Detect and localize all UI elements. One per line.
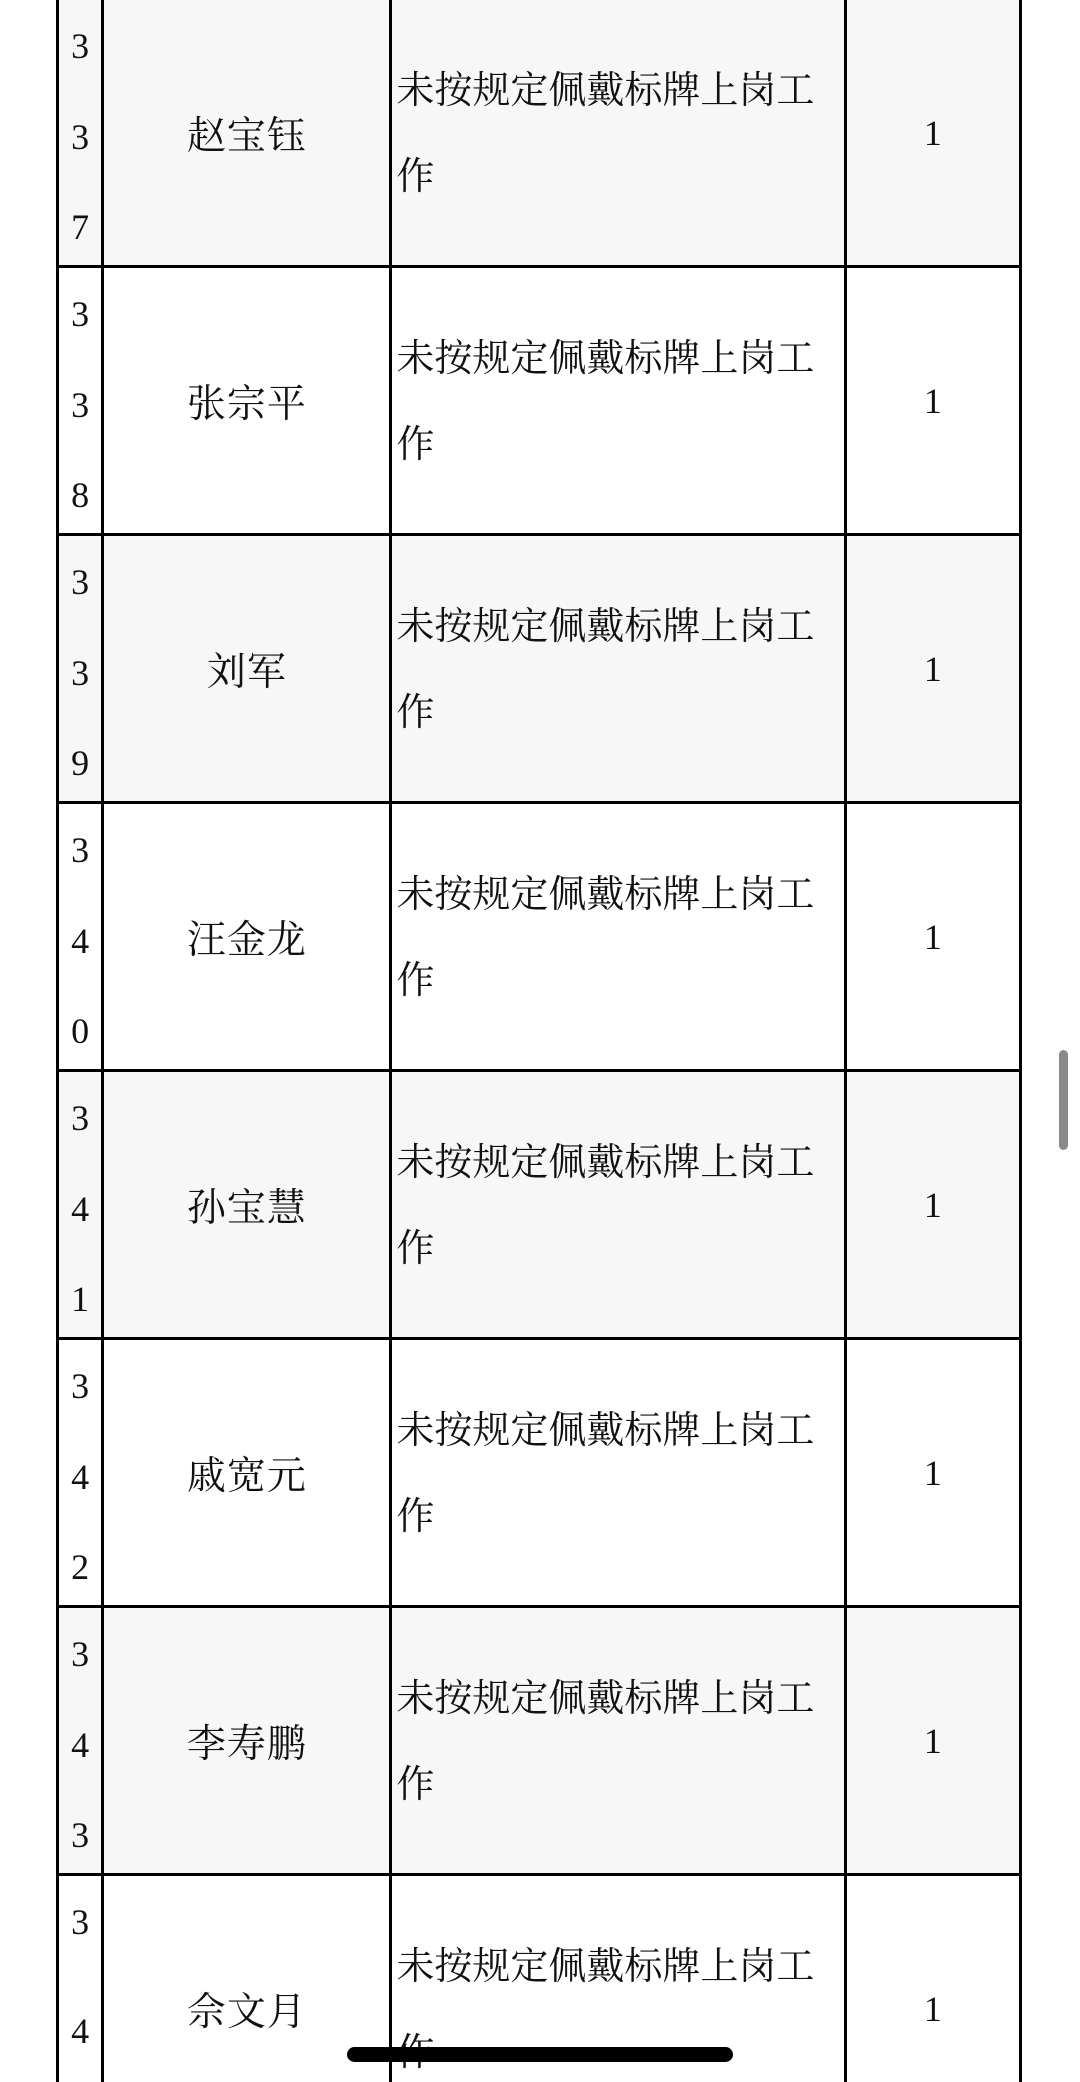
row-number-digit: 3 [71, 26, 90, 66]
row-number-digit: 4 [71, 1724, 90, 1765]
name-cell: 张宗平 [103, 267, 391, 535]
reason-cell [391, 1339, 845, 1607]
vertical-scrollbar[interactable] [1059, 1050, 1068, 1150]
reason-text: 未按规定佩戴标牌上岗工作 [396, 1675, 815, 1806]
table-row [58, 1339, 1021, 1607]
count-cell: 1 [845, 1607, 1020, 1875]
row-number-digit: 3 [71, 1634, 90, 1674]
reason-text: 未按规定佩戴标牌上岗工作 [396, 1139, 815, 1270]
row-number-cell [58, 1339, 103, 1607]
records-table [56, 0, 1022, 2082]
row-number-digit: 2 [71, 1547, 90, 1587]
row-number-cell [58, 803, 103, 1071]
row-number-digit: 3 [71, 294, 90, 334]
reason-cell [391, 0, 845, 267]
table-row [58, 0, 1021, 267]
table-row [58, 267, 1021, 535]
name-cell: 刘军 [103, 535, 391, 803]
row-number-cell [58, 1071, 103, 1339]
row-number-digit: 1 [71, 1279, 90, 1319]
row-number-digit: 3 [71, 1902, 90, 1942]
count-cell: 1 [845, 0, 1020, 267]
row-number-digit: 3 [71, 384, 90, 425]
count-cell: 1 [845, 267, 1020, 535]
row-number-digit: 3 [71, 1098, 90, 1138]
name-cell: 汪金龙 [103, 803, 391, 1071]
row-number-digit: 4 [71, 1456, 90, 1497]
row-number-digit: 3 [71, 652, 90, 693]
row-number-digit: 4 [71, 1188, 90, 1229]
row-number-digit: 4 [71, 2010, 90, 2051]
row-number-digit: 9 [71, 743, 90, 783]
name-cell: 孙宝慧 [103, 1071, 391, 1339]
count-cell: 1 [845, 1875, 1020, 2082]
reason-text: 未按规定佩戴标牌上岗工作 [396, 335, 815, 466]
row-number-cell [58, 267, 103, 535]
row-number-digit: 8 [71, 475, 90, 515]
row-number-cell [58, 1607, 103, 1875]
reason-cell [391, 803, 845, 1071]
reason-cell [391, 267, 845, 535]
row-number-digit: 4 [71, 920, 90, 961]
reason-text: 未按规定佩戴标牌上岗工作 [396, 67, 815, 198]
home-indicator-bar[interactable] [347, 2047, 733, 2062]
row-number-cell [58, 0, 103, 267]
reason-text: 未按规定佩戴标牌上岗工 [396, 1943, 815, 1988]
name-cell: 佘文月 [103, 1875, 391, 2082]
row-number-digit: 3 [71, 830, 90, 870]
count-cell: 1 [845, 535, 1020, 803]
reason-text: 未按规定佩戴标牌上岗工作 [396, 603, 815, 734]
records-table-container[interactable] [56, 0, 1022, 2082]
name-cell: 李寿鹏 [103, 1607, 391, 1875]
count-cell: 1 [845, 1339, 1020, 1607]
table-row [58, 1071, 1021, 1339]
row-number-cell [58, 1875, 103, 2082]
table-row [58, 1607, 1021, 1875]
reason-cell [391, 535, 845, 803]
name-cell: 赵宝钰 [103, 0, 391, 267]
reason-cell [391, 1607, 845, 1875]
table-row [58, 803, 1021, 1071]
row-number-digit: 3 [71, 562, 90, 602]
reason-text: 未按规定佩戴标牌上岗工作 [396, 871, 815, 1002]
row-number-digit: 0 [71, 1011, 90, 1051]
row-number-digit: 3 [71, 116, 90, 157]
row-number-digit: 7 [71, 207, 90, 247]
table-row [58, 535, 1021, 803]
name-cell: 戚宽元 [103, 1339, 391, 1607]
count-cell: 1 [845, 803, 1020, 1071]
row-number-cell [58, 535, 103, 803]
reason-cell [391, 1071, 845, 1339]
row-number-digit: 3 [71, 1366, 90, 1406]
reason-text: 未按规定佩戴标牌上岗工作 [396, 1407, 815, 1538]
count-cell: 1 [845, 1071, 1020, 1339]
row-number-digit: 3 [71, 1815, 90, 1855]
